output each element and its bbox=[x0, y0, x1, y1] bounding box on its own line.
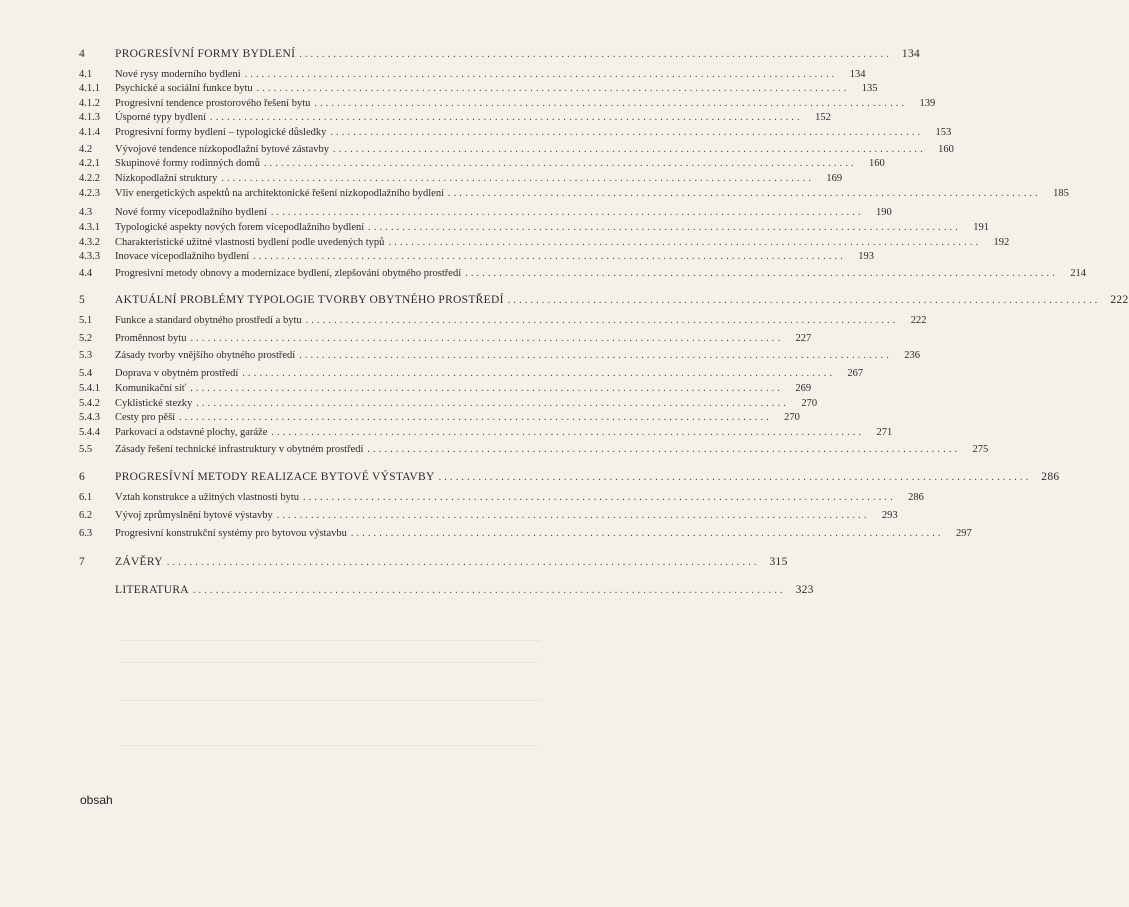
toc-entry bbox=[0, 469, 1060, 485]
toc-page: 270 bbox=[784, 412, 800, 423]
dot-leader: ........................................................................................................ bbox=[350, 528, 944, 539]
toc-entry bbox=[0, 110, 831, 126]
toc-number: 5.4.3 bbox=[79, 412, 100, 423]
toc-title: Vztah konstrukce a užitných vlastností bytu bbox=[115, 492, 300, 503]
toc-title: Funkce a standard obytného prostředí a bytu bbox=[115, 315, 302, 326]
toc-entry bbox=[0, 292, 1129, 308]
toc-title: AKTUÁLNÍ PROBLÉMY TYPOLOGIE TVORBY OBYTNÉHO PROSTŘEDÍ bbox=[115, 294, 504, 306]
toc-entry bbox=[0, 331, 812, 347]
toc-number: 4.3.1 bbox=[79, 222, 100, 233]
toc-number: 4.3 bbox=[79, 207, 93, 218]
toc-title: Nízkopodlažní struktury bbox=[115, 173, 218, 184]
toc-title: Progresivní metody obnovy a modernizace bydlení, zlepšování obytného prostředí bbox=[115, 268, 462, 279]
toc-page: 190 bbox=[875, 207, 892, 218]
dot-leader: ........................................................................................................ bbox=[179, 412, 772, 423]
toc-page: 139 bbox=[919, 98, 936, 109]
dot-leader: ........................................................................................................ bbox=[276, 510, 870, 521]
dot-leader: ........................................................................................................ bbox=[305, 315, 899, 326]
dot-leader: ........................................................................................................ bbox=[242, 368, 836, 379]
dot-leader: ........................................................................................................ bbox=[303, 492, 896, 503]
dot-leader: ........................................................................................................ bbox=[196, 398, 790, 409]
show-through-line bbox=[120, 745, 540, 746]
toc-number: 6 bbox=[79, 471, 86, 483]
toc-title: Cesty pro pěší bbox=[115, 412, 176, 423]
show-through-line bbox=[120, 700, 540, 701]
dot-leader: ........................................................................................................ bbox=[299, 350, 893, 361]
toc-title: PROGRESÍVNÍ FORMY BYDLENÍ bbox=[115, 48, 296, 60]
toc-number: 4.2 bbox=[79, 144, 93, 155]
toc-entry bbox=[0, 554, 788, 570]
toc-title: Skupinové formy rodinných domů bbox=[115, 158, 260, 169]
toc-page: 222 bbox=[1110, 294, 1129, 306]
toc-page: 134 bbox=[901, 48, 921, 60]
dot-leader: ........................................................................................................ bbox=[210, 112, 803, 123]
toc-entry bbox=[0, 220, 989, 236]
toc-title: Úsporné typy bydlení bbox=[115, 112, 206, 123]
show-through-line bbox=[120, 640, 540, 641]
toc-entry bbox=[0, 508, 898, 524]
toc-number: 5.4.1 bbox=[79, 383, 100, 394]
dot-leader: ........................................................................................................ bbox=[448, 188, 1041, 199]
toc-page: 315 bbox=[769, 556, 788, 568]
toc-page: 323 bbox=[795, 584, 814, 596]
toc-page: 192 bbox=[993, 237, 1010, 248]
dot-leader: ........................................................................................................ bbox=[271, 427, 865, 438]
toc-number: 4.2.3 bbox=[79, 188, 100, 199]
toc-entry bbox=[0, 125, 952, 141]
toc-entry bbox=[0, 526, 972, 542]
toc-page: 297 bbox=[955, 528, 972, 539]
toc-number: 5 bbox=[79, 294, 86, 306]
toc-page: 275 bbox=[972, 444, 989, 455]
toc-page: 293 bbox=[881, 510, 898, 521]
dot-leader: ........................................................................................................ bbox=[244, 69, 838, 80]
toc-title: Doprava v obytném prostředí bbox=[115, 368, 239, 379]
toc-number: 7 bbox=[79, 556, 86, 568]
dot-leader: ........................................................................................................ bbox=[166, 557, 760, 568]
toc-page: 222 bbox=[910, 315, 927, 326]
toc-page: 185 bbox=[1053, 188, 1069, 199]
toc-page: 269 bbox=[795, 383, 812, 394]
toc-page: 270 bbox=[801, 398, 818, 409]
dot-leader: ........................................................................................................ bbox=[221, 173, 815, 184]
toc-entry bbox=[0, 425, 893, 441]
toc-title: Vliv energetických aspektů na architektonické řešení nízkopodlažního bydlení bbox=[115, 188, 444, 199]
toc-number: 4.2.2 bbox=[79, 173, 100, 184]
dot-leader: ........................................................................................................ bbox=[190, 333, 784, 344]
toc-number: 4.1.2 bbox=[79, 98, 100, 109]
toc-title: Typologické aspekty nových forem vícepodlažního bydlení bbox=[115, 222, 365, 233]
toc-title: Parkovací a odstavné plochy, garáže bbox=[115, 427, 268, 438]
show-through-line bbox=[120, 662, 540, 663]
toc-entry bbox=[0, 46, 921, 62]
toc-page: 193 bbox=[858, 251, 874, 262]
dot-leader: ........................................................................................................ bbox=[190, 383, 784, 394]
dot-leader: ........................................................................................................ bbox=[438, 472, 1032, 483]
toc-title: Komunikační síť bbox=[115, 383, 187, 394]
toc-number: 4.4 bbox=[79, 268, 93, 279]
toc-entry bbox=[0, 156, 885, 172]
dot-leader: ........................................................................................................ bbox=[368, 222, 961, 233]
toc-entry bbox=[0, 81, 878, 97]
dot-leader: ........................................................................................................ bbox=[330, 127, 924, 138]
toc-number: 4.3.2 bbox=[79, 237, 100, 248]
toc-title: PROGRESÍVNÍ METODY REALIZACE BYTOVÉ VÝSTAVBY bbox=[115, 471, 435, 483]
toc-title: Inovace vícepodlažního bydlení bbox=[115, 251, 250, 262]
toc-number: 4.1 bbox=[79, 69, 93, 80]
dot-leader: ........................................................................................................ bbox=[192, 585, 786, 596]
toc-page: 267 bbox=[847, 368, 864, 379]
toc-entry bbox=[0, 366, 864, 382]
toc-title: Vývojové tendence nízkopodlažní bytové zástavby bbox=[115, 144, 330, 155]
toc-entry bbox=[0, 249, 874, 265]
toc-number: 5.1 bbox=[79, 315, 93, 326]
toc-number: 5.3 bbox=[79, 350, 93, 361]
toc-number: 5.4 bbox=[79, 368, 93, 379]
toc-number: 4.1.3 bbox=[79, 112, 100, 123]
toc-page: 135 bbox=[861, 83, 878, 94]
dot-leader: ........................................................................................................ bbox=[507, 295, 1101, 306]
dot-leader: ........................................................................................................ bbox=[263, 158, 857, 169]
toc-number: 6.3 bbox=[79, 528, 93, 539]
toc-page: 236 bbox=[904, 350, 921, 361]
toc-title: Progresivní konstrukční systémy pro bytovou výstavbu bbox=[115, 528, 347, 539]
toc-entry bbox=[0, 205, 892, 221]
dot-leader: ........................................................................................................ bbox=[270, 207, 864, 218]
toc-number: 4.1.1 bbox=[79, 83, 100, 94]
toc-page: 227 bbox=[795, 333, 812, 344]
footer-label: obsah bbox=[80, 793, 113, 807]
toc-page: 153 bbox=[935, 127, 952, 138]
toc-entry bbox=[0, 410, 800, 426]
toc-page: 169 bbox=[826, 173, 843, 184]
toc-title: Charakteristické užitné vlastnosti bydlení podle uvedených typů bbox=[115, 237, 385, 248]
toc-entry bbox=[0, 442, 989, 458]
toc-number: 5.5 bbox=[79, 444, 93, 455]
toc-title: Progresivní tendence prostorového řešení bytu bbox=[115, 98, 311, 109]
toc-title: LITERATURA bbox=[115, 584, 189, 596]
dot-leader: ........................................................................................................ bbox=[314, 98, 908, 109]
toc-number: 5.2 bbox=[79, 333, 93, 344]
toc-page: 286 bbox=[1041, 471, 1060, 483]
toc-title: Cyklistické stezky bbox=[115, 398, 193, 409]
toc-page: 152 bbox=[815, 112, 831, 123]
toc-entry bbox=[0, 186, 1069, 202]
dot-leader: ........................................................................................................ bbox=[333, 144, 926, 155]
dot-leader: ........................................................................................................ bbox=[253, 251, 846, 262]
toc-page: 271 bbox=[876, 427, 893, 438]
toc-entry bbox=[0, 348, 921, 364]
toc-title: Nové formy vícepodlažního bydlení bbox=[115, 207, 267, 218]
toc-number: 5.4.4 bbox=[79, 427, 100, 438]
toc-number: 6.1 bbox=[79, 492, 93, 503]
toc-number: 4 bbox=[79, 48, 86, 60]
toc-title: Zásady tvorby vnějšího obytného prostředí bbox=[115, 350, 296, 361]
toc-number: 5.4.2 bbox=[79, 398, 100, 409]
toc-entry bbox=[0, 381, 812, 397]
dot-leader: ........................................................................................................ bbox=[388, 237, 982, 248]
toc-title: Vývoj zprůmyslnění bytové výstavby bbox=[115, 510, 273, 521]
toc-entry bbox=[0, 171, 843, 187]
dot-leader: ........................................................................................................ bbox=[256, 83, 850, 94]
toc-title: Progresivní formy bydlení – typologické důsledky bbox=[115, 127, 327, 138]
toc-page: 134 bbox=[849, 69, 866, 80]
toc-number: 4.3.3 bbox=[79, 251, 100, 262]
toc-page: 191 bbox=[973, 222, 989, 233]
toc-page: 214 bbox=[1070, 268, 1086, 279]
toc-entry bbox=[0, 266, 1086, 282]
toc-page: 286 bbox=[908, 492, 924, 503]
toc-page: 160 bbox=[869, 158, 885, 169]
toc-title: Psychické a sociální funkce bytu bbox=[115, 83, 253, 94]
toc-title: Proměnnost bytu bbox=[115, 333, 187, 344]
dot-leader: ........................................................................................................ bbox=[465, 268, 1058, 279]
toc-page: 160 bbox=[938, 144, 954, 155]
toc-title: ZÁVĚRY bbox=[115, 556, 163, 568]
toc-number: 4.1.4 bbox=[79, 127, 100, 138]
toc-number: 6.2 bbox=[79, 510, 93, 521]
toc-number: 4.2.1 bbox=[79, 158, 100, 169]
toc-title: Zásady řešení technické infrastruktury v obytném prostředí bbox=[115, 444, 364, 455]
dot-leader: ........................................................................................................ bbox=[299, 49, 893, 60]
toc-entry bbox=[0, 582, 814, 598]
toc-title: Nové rysy moderního bydlení bbox=[115, 69, 241, 80]
dot-leader: ........................................................................................................ bbox=[367, 444, 961, 455]
toc-entry bbox=[0, 490, 924, 506]
toc-entry bbox=[0, 313, 927, 329]
